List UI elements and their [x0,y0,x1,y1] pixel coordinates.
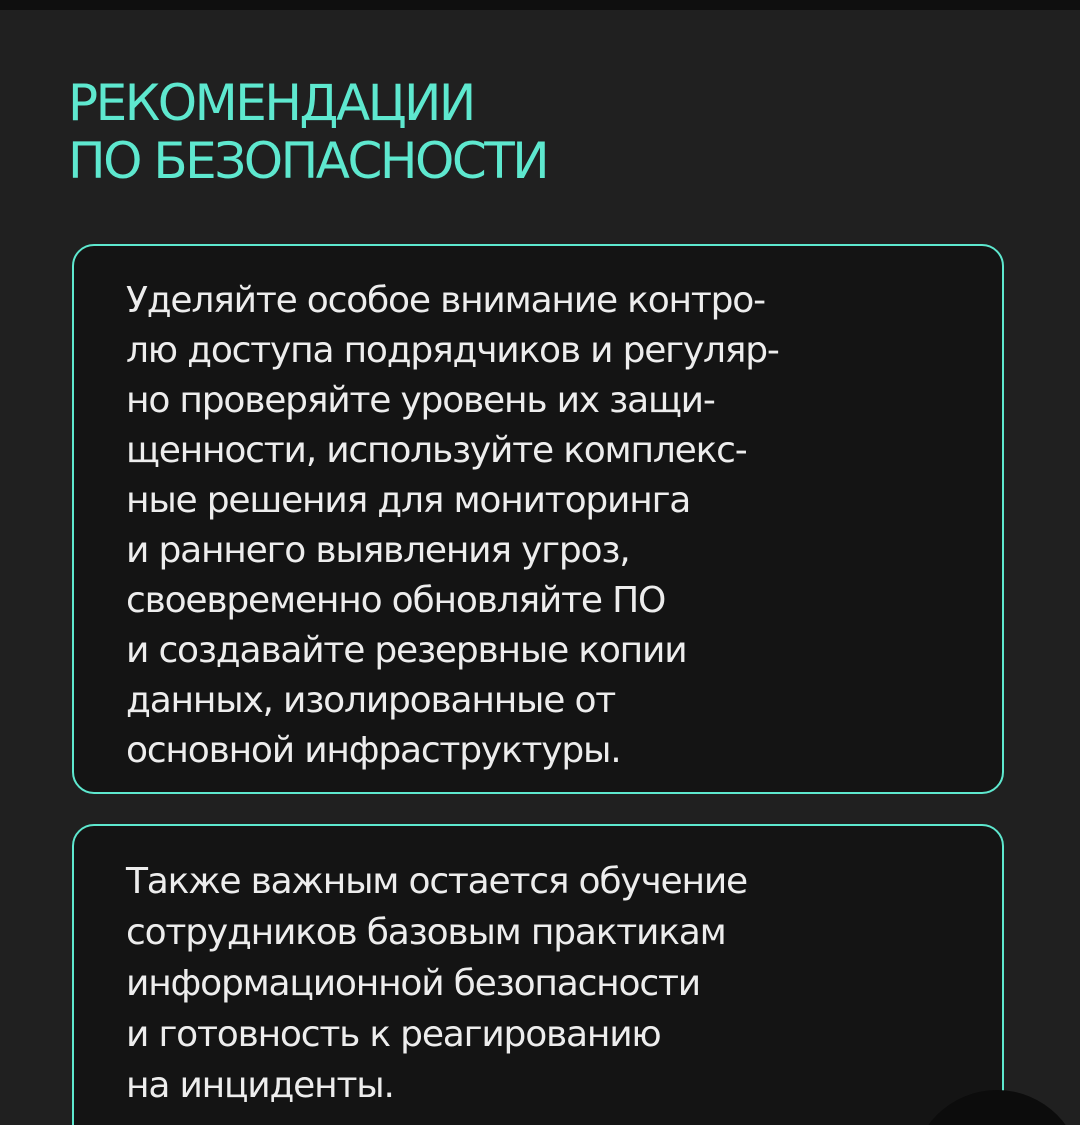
card-2-line: сотрудников базовым практикам [126,912,726,953]
card-1-line: данных, изолированные от [126,680,616,721]
card-1-line: своевременно обновляйте ПО [126,580,666,621]
card-2-line: на инциденты. [126,1065,394,1106]
card-1-line: и раннего выявления угроз, [126,530,630,571]
card-1-line: ные решения для мониторинга [126,480,691,521]
card-1-line: но проверяйте уровень их защи- [126,380,715,421]
card-1-line: лю доступа подрядчиков и регуляр- [126,330,779,371]
card-1-text [126,276,976,776]
top-strip [0,0,1080,10]
card-2-line: и готовность к реагированию [126,1014,661,1055]
title-line-2: ПО БЕЗОПАСНОСТИ [68,132,548,190]
title-line-1: РЕКОМЕНДАЦИИ [68,74,474,132]
card-2-line: информационной безопасности [126,963,700,1004]
card-1-line: основной инфраструктуры. [126,730,621,771]
recommendation-card-1 [72,244,1004,794]
card-1-line: щенности, используйте комплекс- [126,430,747,471]
card-1-line: Уделяйте особое внимание контро- [126,280,765,321]
card-2-text [126,856,976,1111]
recommendation-card-2 [72,824,1004,1125]
card-2-line: Также важным остается обучение [126,861,747,902]
page-title [68,74,547,190]
card-1-line: и создавайте резервные копии [126,630,687,671]
